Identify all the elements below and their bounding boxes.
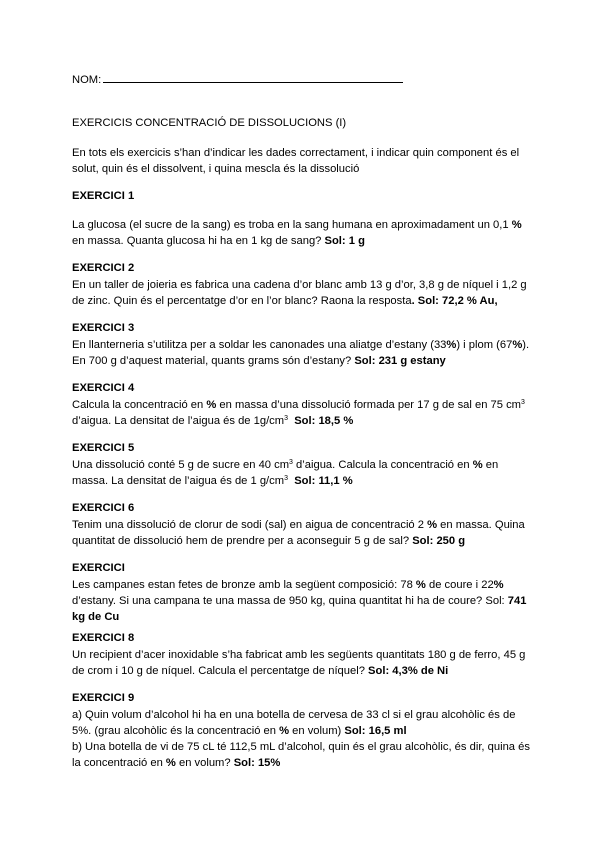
exercise-2-line-1: En un taller de joieria es fabrica una cadena d’or blanc amb 13 g d’or, 3,8 g de níquel i 1,2 g: [72, 279, 527, 291]
name-label: NOM:: [72, 74, 102, 86]
exercise-7-line-2: d’estany. Si una campana te una massa de 950 kg, quina quantitat hi ha de coure? Sol: 741: [72, 595, 527, 607]
exercise-7-heading: EXERCICI: [72, 562, 125, 574]
exercise-5-line-2: massa. La densitat de l’aigua és de 1 $g/cm^3$ Sol: 11,1 %: [72, 475, 353, 487]
exercise-9-line-1: a) Quin volum d’alcohol hi ha en una botella de cervesa de 33 cl si el grau alcohòlic és de: [72, 709, 516, 721]
exercise-4-heading: EXERCICI 4: [72, 382, 135, 394]
exercise-7-line-3: [72, 609, 119, 625]
exercise-8-line-1: Un recipient d’acer inoxidable s’ha fabricat amb les següents quantitats 180 g de ferro, 45 g: [72, 649, 526, 661]
exercise-8-heading: EXERCICI 8: [72, 632, 135, 644]
exercise-3-line-1: En llanterneria s’utilitza per a soldar les canonades una aliatge d’estany (33%) i plom (67%).: [72, 339, 530, 351]
exercise-2-line-2: de zinc. Quin és el percentatge d’or en l’or blanc? Raona la resposta. Sol: 72,2 % Au,: [72, 295, 498, 307]
exercise-9-line-2: 5%. (grau alcohòlic és la concentració en % en volum) Sol: 16,5 ml: [72, 725, 407, 737]
page-title: EXERCICIS CONCENTRACIÓ DE DISSOLUCIONS (I): [72, 117, 347, 129]
exercise-1-heading: EXERCICI 1: [72, 190, 135, 202]
exercise-8-solution: Sol: 4,3% de Ni: [368, 665, 449, 677]
exercise-6-line-2: quantitat de dissolució hem de prendre per a aconseguir 5 g de sal? Sol: 250 g: [72, 535, 466, 547]
exercise-6-heading: EXERCICI 6: [72, 502, 135, 514]
exercise-6-line-1: Tenim una dissolució de clorur de sodi (sal) en aigua de concentració 2 % en massa. Quina: [72, 519, 525, 531]
exercise-2-heading: EXERCICI 2: [72, 262, 135, 274]
exercise-5-heading: EXERCICI 5: [72, 442, 135, 454]
intro-line-2: solut, quin és el dissolvent, i quina mescla és la dissolució: [72, 163, 360, 175]
exercise-7-solution: kg de Cu: [72, 611, 120, 623]
exercise-1-line-2: en massa. Quanta glucosa hi ha en 1 kg de sang? Sol: 1 g: [72, 235, 365, 247]
exercise-9-line-4: la concentració en % en volum? Sol: 15%: [72, 757, 281, 769]
exercise-7-line-1: Les campanes estan fetes de bronze amb la següent composició: 78 % de coure i 22%: [72, 579, 504, 591]
exercise-1-line-1: La glucosa (el sucre de la sang) es troba en la sang humana en aproximadament un 0,1 %: [72, 219, 522, 231]
exercise-8-line-2: de crom i 10 g de níquel. Calcula el percentatge de níquel? Sol: 4,3% de Ni: [72, 665, 449, 677]
name-blank: [103, 72, 403, 83]
exercise-6-solution: Sol: 250 g: [412, 535, 466, 547]
exercise-9b-solution: Sol: 15%: [233, 757, 281, 769]
exercise-4-line-1: Calcula la concentració en % en massa d’una dissolució formada per 17 g de sal en 75 $cm^3$: [72, 399, 525, 411]
exercise-3-heading: EXERCICI 3: [72, 322, 135, 334]
exercise-1-solution: Sol: 1 g: [324, 235, 365, 247]
exercise-9-line-3: b) Una botella de vi de 75 cL té 112,5 mL d’alcohol, quin és el grau alcohòlic, és dir, quina és: [72, 741, 530, 753]
exercise-2-solution: . Sol: 72,2 % Au,: [411, 295, 498, 307]
exercise-5-solution: Sol: 11,1 %: [294, 475, 353, 487]
name-line: [72, 72, 403, 88]
exercise-3-solution: Sol: 231 g estany: [354, 355, 446, 367]
exercise-4-solution: Sol: 18,5 %: [294, 415, 354, 427]
exercise-9-heading: EXERCICI 9: [72, 692, 135, 704]
exercise-3-line-2: En 700 g d’aquest material, quants grams són d’estany? Sol: 231 g estany: [72, 355, 446, 367]
exercise-5-line-1: Una dissolució conté 5 g de sucre en 40 $cm^3$ d’aigua. Calcula la concentració en % en: [72, 459, 499, 471]
exercise-9a-solution: Sol: 16,5 ml: [344, 725, 407, 737]
intro-line-1: En tots els exercicis s’han d’indicar les dades correctament, i indicar quin component és el: [72, 147, 520, 159]
exercise-4-line-2: d’aigua. La densitat de l’aigua és de $1g/cm^3$ Sol: 18,5 %: [72, 415, 354, 427]
